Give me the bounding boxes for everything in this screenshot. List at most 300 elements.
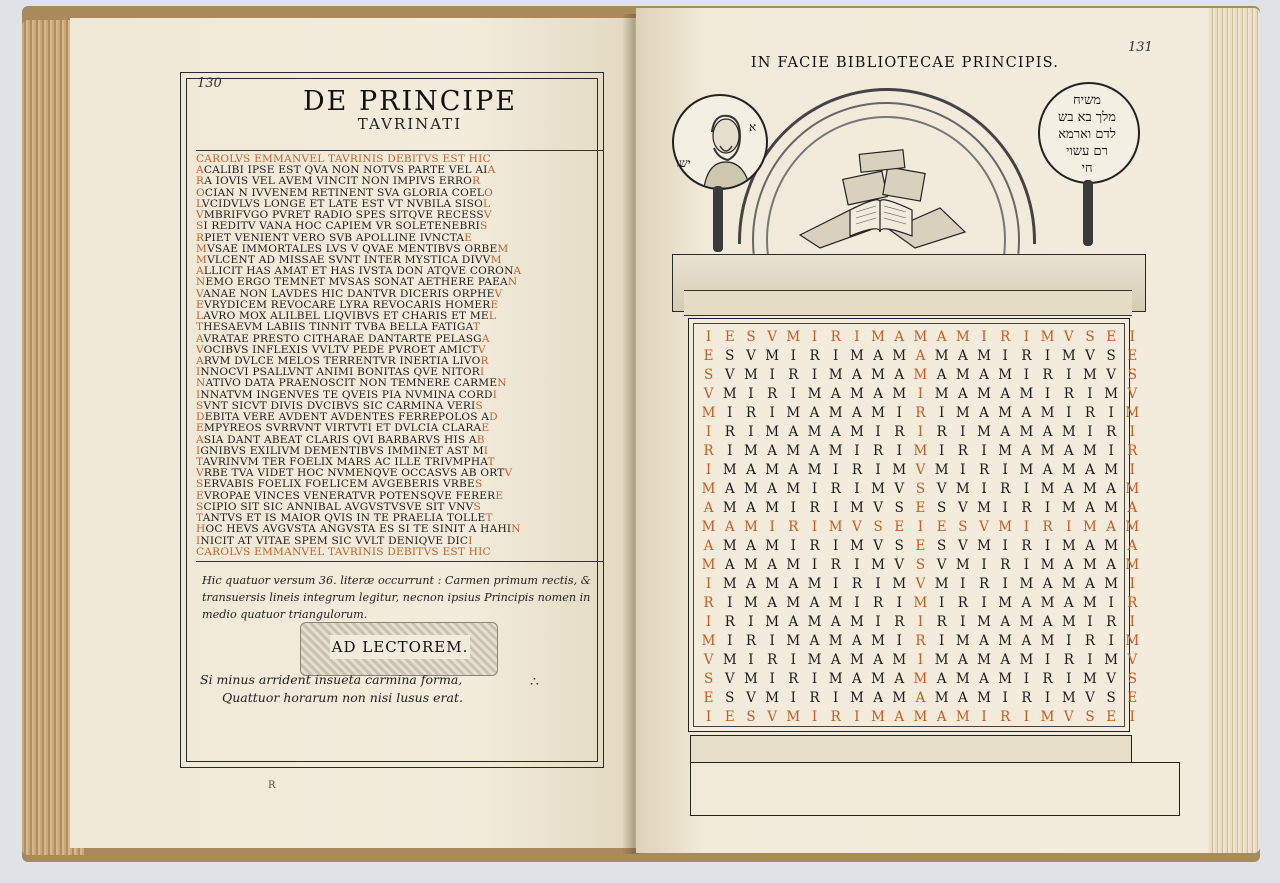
grid-letter: I xyxy=(727,405,733,421)
grid-row xyxy=(698,346,1138,367)
poem-line: VMBRIFVGO PVRET RADIO SPES SITQVE RECESSV xyxy=(196,210,492,222)
grid-letter: I xyxy=(938,633,945,649)
grid-letter: A xyxy=(957,652,968,668)
grid-letter: M xyxy=(765,500,780,516)
grid-letter: M xyxy=(955,405,970,421)
grid-letter: M xyxy=(892,462,907,478)
poem-line: ALLICIT HAS AMAT ET HAS IVSTA DON ATQVE CORONA xyxy=(196,266,522,278)
grid-letter: I xyxy=(727,443,733,459)
grid-letter: A xyxy=(1063,443,1074,459)
grid-letter: M xyxy=(871,671,885,687)
grid-letter: R xyxy=(830,709,841,725)
acrostic-poem xyxy=(196,150,604,562)
grid-letter: R xyxy=(957,595,968,611)
grid-letter: I xyxy=(1108,595,1114,611)
hebrew-line-3: לדם וארמא xyxy=(1058,127,1116,142)
grid-letter: R xyxy=(915,405,926,421)
grid-letter: M xyxy=(1061,614,1076,630)
grid-letter: S xyxy=(1085,329,1095,345)
grid-letter: A xyxy=(788,576,799,592)
poem-line: VRBE TVA VIDET HOC NVMENQVE OCCASVS AB ORTV xyxy=(196,468,513,480)
poem-line: HOC HEVS AVGVSTA ANGVSTA ES SI TE SINIT A HAHIN xyxy=(196,524,521,536)
grid-letter: M xyxy=(1104,462,1119,478)
grid-letter: R xyxy=(851,576,862,592)
grid-row xyxy=(698,555,1140,576)
grid-letter: I xyxy=(854,481,860,497)
poem-line: SI REDITV VANA HOC CAPIEM VR SOLETENEBRIS xyxy=(196,221,488,233)
grid-letter: A xyxy=(1042,424,1053,440)
grid-letter: I xyxy=(1023,671,1030,687)
grid-letter: A xyxy=(1000,386,1011,402)
grid-letter: A xyxy=(957,690,968,706)
grid-letter: M xyxy=(934,386,949,402)
grid-letter: M xyxy=(786,595,801,611)
grid-letter: S xyxy=(725,348,735,364)
grid-letter: I xyxy=(875,576,881,592)
grid-letter: I xyxy=(790,538,797,554)
grid-letter: R xyxy=(703,443,714,459)
grid-letter: S xyxy=(915,557,926,573)
grid-letter: M xyxy=(892,652,907,668)
grid-letter: A xyxy=(852,405,862,421)
grid-letter: M xyxy=(722,500,737,516)
grid-row xyxy=(698,669,1137,690)
grid-letter: I xyxy=(811,329,818,345)
grid-letter: A xyxy=(1000,652,1011,668)
grid-letter: A xyxy=(830,386,841,402)
grid-letter: M xyxy=(765,614,780,630)
grid-letter: I xyxy=(769,633,775,649)
grid-letter: I xyxy=(917,424,924,440)
grid-letter: A xyxy=(1127,538,1138,554)
grid-letter: M xyxy=(955,671,970,687)
grid-letter: R xyxy=(788,519,799,535)
grid-letter: I xyxy=(1087,614,1093,630)
grid-letter: A xyxy=(936,329,947,345)
grid-letter: I xyxy=(811,367,818,383)
grid-letter: M xyxy=(1019,462,1034,478)
grid-letter: I xyxy=(811,481,818,497)
grid-letter: M xyxy=(1125,519,1140,535)
grid-letter: I xyxy=(981,557,987,573)
grid-letter: I xyxy=(1044,690,1051,706)
grid-letter: I xyxy=(1129,329,1136,345)
right-medal-pedestal xyxy=(1083,180,1093,246)
grid-letter: M xyxy=(1019,576,1034,592)
grid-letter: A xyxy=(873,348,883,364)
grid-letter: R xyxy=(1084,405,1096,421)
grid-letter: M xyxy=(998,443,1013,459)
grid-letter: I xyxy=(705,576,712,592)
grid-letter: M xyxy=(977,386,991,402)
grid-letter: V xyxy=(957,500,968,516)
grid-letter: M xyxy=(998,595,1013,611)
poem-line: EMPYREOS SVRRVNT VIRTVTI ET DVLCIA CLARAE xyxy=(196,423,490,435)
grid-letter: I xyxy=(1002,538,1008,554)
grid-letter: M xyxy=(934,576,949,592)
grid-letter: I xyxy=(1108,443,1114,459)
grid-letter: I xyxy=(1023,367,1030,383)
grid-letter: I xyxy=(727,633,733,649)
grid-letter: M xyxy=(807,462,822,478)
grid-letter: V xyxy=(703,652,714,668)
grid-letter: E xyxy=(1127,348,1138,364)
grid-letter: A xyxy=(894,367,905,383)
grid-letter: M xyxy=(1019,614,1034,630)
grid-letter: R xyxy=(809,500,820,516)
grid-row xyxy=(698,365,1137,386)
grid-letter: I xyxy=(1023,481,1030,497)
grid-letter: R xyxy=(1063,386,1074,402)
grid-letter: R xyxy=(1042,671,1053,687)
grid-letter: A xyxy=(979,633,989,649)
grid-letter: R xyxy=(830,557,841,573)
grid-letter: R xyxy=(809,690,820,706)
grid-letter: V xyxy=(936,481,947,497)
grid-letter: M xyxy=(998,671,1013,687)
grid-letter: I xyxy=(896,633,902,649)
grid-letter: V xyxy=(1127,386,1138,402)
grid-letter: M xyxy=(1125,633,1140,649)
grid-letter: M xyxy=(1061,538,1076,554)
grid-letter: I xyxy=(748,424,754,440)
grid-letter: V xyxy=(703,386,714,402)
grid-letter: M xyxy=(892,386,907,402)
grid-letter: R xyxy=(703,595,714,611)
grid-letter: M xyxy=(955,633,970,649)
grid-letter: M xyxy=(871,557,885,573)
grid-letter: I xyxy=(1044,538,1051,554)
grid-letter: I xyxy=(790,386,797,402)
grid-letter: I xyxy=(1023,709,1030,725)
grid-letter: M xyxy=(722,538,737,554)
grid-letter: S xyxy=(894,500,904,516)
books-engraving-icon xyxy=(790,140,970,250)
grid-letter: I xyxy=(1066,367,1072,383)
hebrew-line-4: רם עשוי xyxy=(1066,144,1108,159)
grid-letter: A xyxy=(1021,405,1032,421)
poem-line: MVSAE IMMORTALES LVS V QVAE MENTIBVS ORBEM xyxy=(196,243,509,255)
grid-letter: E xyxy=(1106,329,1117,345)
grid-letter: M xyxy=(998,519,1013,535)
grid-letter: I xyxy=(1044,348,1051,364)
hebrew-word-yeshu: ישו xyxy=(676,156,691,170)
monument-frieze xyxy=(684,290,1132,316)
poem-line: AVRATAE PRESTO CITHARAE DANTARTE PELASGA xyxy=(196,333,490,345)
grid-letter: M xyxy=(744,443,758,459)
grid-letter: I xyxy=(1044,652,1051,668)
grid-letter: M xyxy=(1061,500,1076,516)
ornament-dots: ∴ xyxy=(530,674,539,690)
grid-letter: A xyxy=(746,576,756,592)
hebrew-inscription xyxy=(1045,92,1129,177)
grid-letter: M xyxy=(828,633,843,649)
grid-letter: A xyxy=(894,329,905,345)
grid-letter: M xyxy=(828,367,843,383)
grid-letter: R xyxy=(1063,652,1074,668)
grid-letter: A xyxy=(809,405,820,421)
grid-letter: R xyxy=(851,462,862,478)
grid-letter: M xyxy=(786,405,801,421)
grid-letter: R xyxy=(894,424,905,440)
grid-letter: R xyxy=(1127,595,1138,611)
grid-letter: I xyxy=(769,367,775,383)
grid-letter: I xyxy=(981,595,987,611)
grid-letter: A xyxy=(1085,500,1095,516)
grid-letter: I xyxy=(1129,614,1136,630)
grid-letter: E xyxy=(915,500,926,516)
grid-letter: M xyxy=(955,367,970,383)
hebrew-letter-aleph: א xyxy=(749,120,757,134)
grid-row xyxy=(698,574,1136,595)
grid-letter: R xyxy=(1021,500,1032,516)
grid-letter: M xyxy=(871,405,885,421)
poem-line: DEBITA VERE AVDENT AVDENTES FERREPOLOS AD xyxy=(196,412,498,424)
grid-letter: M xyxy=(955,557,970,573)
grid-letter: I xyxy=(833,690,839,706)
poem-line: VOCIBVS INFLEXIS VVLTV PEDE PVROET AMICTV xyxy=(196,344,486,356)
grid-letter: I xyxy=(1044,386,1051,402)
grid-letter: V xyxy=(852,519,862,535)
grid-letter: I xyxy=(833,576,839,592)
grid-letter: M xyxy=(722,576,737,592)
grid-letter: M xyxy=(1040,329,1055,345)
grid-letter: V xyxy=(724,671,735,687)
grid-letter: V xyxy=(873,538,883,554)
poem-line: OCIAN N IVVENEM RETINENT SVA GLORIA COELO xyxy=(196,187,494,199)
grid-letter: A xyxy=(852,367,862,383)
grid-letter: A xyxy=(809,595,820,611)
grid-letter: A xyxy=(936,709,947,725)
grid-letter: R xyxy=(873,595,884,611)
grid-letter: I xyxy=(1108,405,1114,421)
grid-letter: A xyxy=(788,614,799,630)
grid-letter: I xyxy=(854,709,860,725)
grid-letter: V xyxy=(894,557,905,573)
grid-letter: A xyxy=(1021,443,1032,459)
grid-letter: R xyxy=(978,576,990,592)
grid-letter: I xyxy=(705,329,712,345)
grid-letter: M xyxy=(701,519,716,535)
grid-letter: M xyxy=(1019,424,1034,440)
poem-line: NATIVO DATA PRAENOSCIT NON TEMNERE CARMEN xyxy=(196,378,507,390)
grid-letter: I xyxy=(1002,576,1008,592)
grid-letter: M xyxy=(849,424,864,440)
grid-letter: I xyxy=(875,462,881,478)
grid-letter: R xyxy=(1042,367,1053,383)
grid-letter: R xyxy=(1127,443,1138,459)
grid-letter: M xyxy=(828,671,843,687)
grid-letter: E xyxy=(703,348,714,364)
grid-letter: M xyxy=(1125,481,1140,497)
grid-letter: I xyxy=(960,576,966,592)
grid-letter: I xyxy=(1002,690,1008,706)
grid-letter: I xyxy=(938,405,945,421)
grid-letter: M xyxy=(1125,557,1140,573)
grid-letter: I xyxy=(981,329,987,345)
poem-line: CAROLVS EMMANVEL TAVRINIS DEBITVS EST HIC xyxy=(196,546,491,558)
grid-letter: R xyxy=(873,443,884,459)
poem-line: SVNT SICVT DIVIS DVCIBVS SIC CARMINA VERIS xyxy=(196,400,483,412)
grid-letter: R xyxy=(788,671,799,687)
grid-letter: A xyxy=(1042,614,1053,630)
grid-letter: A xyxy=(1063,481,1074,497)
grid-letter: I xyxy=(790,500,797,516)
grid-letter: M xyxy=(744,481,758,497)
poem-line: LAVRO MOX ALILBEL LIQVIBVS ET CHARIS ET MEL xyxy=(196,311,497,323)
grid-letter: M xyxy=(786,329,801,345)
grid-letter: M xyxy=(1104,652,1119,668)
grid-letter: R xyxy=(1106,424,1117,440)
poem-line: EVRYDICEM REVOCARE LYRA REVOCARIS HOMERE xyxy=(196,299,499,311)
grid-letter: R xyxy=(1000,481,1011,497)
grid-letter: I xyxy=(705,462,712,478)
grid-letter: M xyxy=(849,690,864,706)
grid-letter: M xyxy=(786,709,801,725)
grid-letter: A xyxy=(936,671,947,687)
grid-letter: M xyxy=(1104,538,1119,554)
grid-letter: V xyxy=(1106,367,1117,383)
grid-letter: A xyxy=(1000,614,1011,630)
grid-letter: M xyxy=(934,652,949,668)
grid-letter: M xyxy=(977,652,991,668)
grid-letter: I xyxy=(833,500,839,516)
grid-letter: I xyxy=(1087,424,1093,440)
grid-letter: M xyxy=(1061,690,1076,706)
grid-letter: R xyxy=(915,633,926,649)
grid-letter: M xyxy=(786,443,801,459)
grid-letter: M xyxy=(1083,595,1097,611)
grid-letter: M xyxy=(955,481,970,497)
signature-mark: R xyxy=(268,780,276,791)
grid-letter: I xyxy=(960,614,966,630)
grid-letter: S xyxy=(937,538,947,554)
grid-letter: I xyxy=(748,614,754,630)
grid-letter: S xyxy=(937,500,947,516)
grid-letter: M xyxy=(765,690,780,706)
grid-letter: S xyxy=(1127,367,1137,383)
grid-letter: V xyxy=(1063,709,1074,725)
grid-letter: I xyxy=(811,557,818,573)
grid-letter: M xyxy=(1125,405,1140,421)
grid-letter: I xyxy=(1129,462,1136,478)
grid-letter: M xyxy=(786,633,801,649)
grid-letter: M xyxy=(913,671,928,687)
grid-letter: V xyxy=(1106,671,1117,687)
poem-line: LVCIDVLVS LONGE ET LATE EST VT NVBILA SISOL xyxy=(196,198,491,210)
grid-letter: E xyxy=(936,519,947,535)
grid-letter: M xyxy=(786,481,801,497)
grid-letter: M xyxy=(1104,576,1119,592)
grid-letter: M xyxy=(1040,443,1055,459)
grid-letter: I xyxy=(854,329,860,345)
grid-letter: I xyxy=(748,386,754,402)
grid-letter: S xyxy=(1106,348,1116,364)
grid-letter: S xyxy=(873,519,883,535)
grid-row xyxy=(698,707,1136,728)
grid-letter: M xyxy=(744,671,758,687)
grid-letter: R xyxy=(894,614,905,630)
grid-letter: E xyxy=(724,709,735,725)
grid-letter: M xyxy=(913,367,928,383)
grid-letter: R xyxy=(957,443,968,459)
grid-letter: V xyxy=(979,519,989,535)
grid-letter: I xyxy=(1087,652,1093,668)
christ-portrait-icon xyxy=(674,96,766,188)
grid-letter: R xyxy=(1021,348,1032,364)
grid-letter: I xyxy=(811,709,818,725)
grid-letter: M xyxy=(828,519,843,535)
grid-letter: R xyxy=(1021,538,1032,554)
grid-letter: M xyxy=(765,538,780,554)
monument-base-lower xyxy=(690,762,1180,816)
grid-letter: M xyxy=(744,557,758,573)
grid-letter: R xyxy=(1000,709,1011,725)
grid-letter: A xyxy=(979,671,989,687)
grid-letter: A xyxy=(767,481,778,497)
left-page-number: 130 xyxy=(197,76,222,91)
grid-letter: I xyxy=(1066,519,1072,535)
hebrew-line-5: חי xyxy=(1081,161,1093,176)
grid-letter: M xyxy=(807,424,822,440)
grid-letter: M xyxy=(913,595,928,611)
grid-letter: M xyxy=(871,329,885,345)
grid-letter: S xyxy=(1106,690,1116,706)
grid-letter: M xyxy=(765,462,780,478)
grid-row xyxy=(698,650,1138,671)
grid-letter: M xyxy=(955,709,970,725)
grid-row xyxy=(698,536,1138,557)
grid-letter: A xyxy=(788,424,799,440)
grid-letter: I xyxy=(854,595,860,611)
grid-letter: R xyxy=(745,633,757,649)
grid-letter: R xyxy=(1000,557,1011,573)
grid-letter: A xyxy=(830,424,841,440)
poem-line: ARVM DVLCE MELOS TERRENTVR INERTIA LIVOR xyxy=(196,356,489,367)
grid-letter: I xyxy=(833,348,839,364)
grid-row xyxy=(698,403,1140,424)
poem-line: THESAEVM LABIIS TINNIT TVBA BELLA FATIGAT xyxy=(196,322,481,334)
page-edges-right xyxy=(1200,8,1260,853)
grid-letter: M xyxy=(807,576,822,592)
grid-letter: A xyxy=(979,405,989,421)
grid-letter: I xyxy=(748,652,754,668)
grid-letter: M xyxy=(934,348,949,364)
grid-letter: A xyxy=(1042,462,1053,478)
grid-letter: I xyxy=(938,443,945,459)
grid-letter: M xyxy=(871,367,885,383)
grid-letter: V xyxy=(767,329,778,345)
grid-letter: S xyxy=(894,538,904,554)
grid-letter: M xyxy=(807,386,822,402)
grid-letter: A xyxy=(1106,519,1117,535)
grid-letter: I xyxy=(705,709,712,725)
grid-letter: I xyxy=(854,443,860,459)
poem-line: SERVABIS FOELIX FOELICEM AVGEBERIS VRBES xyxy=(196,479,483,491)
grid-letter: M xyxy=(722,462,737,478)
grid-letter: M xyxy=(701,557,716,573)
grid-letter: V xyxy=(767,709,778,725)
grid-letter: M xyxy=(913,709,928,725)
grid-letter: M xyxy=(977,500,991,516)
grid-letter: M xyxy=(1019,386,1034,402)
grid-letter: E xyxy=(894,519,905,535)
grid-letter: A xyxy=(809,633,820,649)
grid-letter: M xyxy=(977,690,991,706)
poem-line: MVLCENT AD MISSAE SVNT INTER MYSTICA DIVVM xyxy=(196,255,502,266)
grid-row xyxy=(698,498,1138,519)
grid-letter: V xyxy=(915,576,926,592)
